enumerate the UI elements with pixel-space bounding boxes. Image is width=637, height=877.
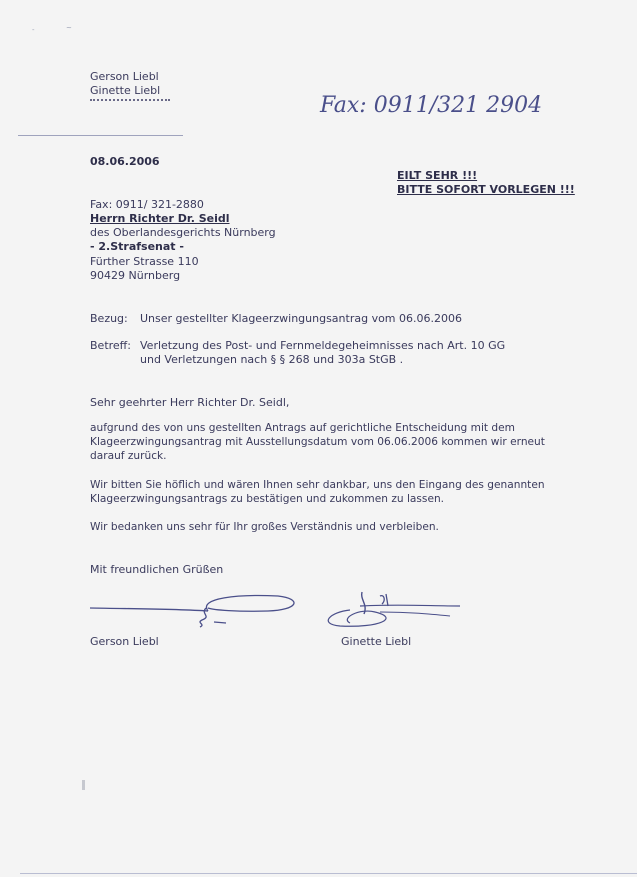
subject-line-1: Verletzung des Post- und Fernmeldegeheimnisses nach Art. 10 GG	[140, 339, 506, 352]
body-p2-line-2: Klageerzwingungsantrags zu bestätigen und zukommen zu lassen.	[90, 493, 445, 505]
recipient-street: Fürther Strasse 110	[90, 255, 199, 268]
signature-gerson	[88, 590, 298, 630]
body-p1-line-1: aufgrund des von uns gestellten Antrags auf gerichtliche Entscheidung mit dem	[90, 422, 515, 434]
salutation: Sehr geehrter Herr Richter Dr. Seidl,	[90, 396, 290, 409]
urgent-line-1: EILT SEHR !!!	[397, 169, 478, 182]
scan-speck: -	[32, 26, 35, 34]
body-p3: Wir bedanken uns sehr für Ihr großes Verständnis und verbleiben.	[90, 521, 439, 533]
scan-speck: ~	[66, 24, 72, 32]
signature-name-left: Gerson Liebl	[90, 635, 159, 648]
recipient-court: des Oberlandesgerichts Nürnberg	[90, 226, 276, 239]
reference-label: Bezug:	[90, 312, 128, 325]
handwriting-fax	[318, 82, 588, 132]
recipient-division: - 2.Strafsenat -	[90, 240, 184, 253]
sender-divider	[18, 135, 183, 136]
urgent-line-2: BITTE SOFORT VORLEGEN !!!	[397, 183, 575, 196]
reference-text: Unser gestellter Klageerzwingungsantrag vom 06.06.2006	[140, 312, 463, 325]
body-p1-line-2: Klageerzwingungsantrag mit Ausstellungsdatum vom 06.06.2006 kommen wir erneut	[90, 436, 545, 448]
sender-name-1: Gerson Liebl	[90, 70, 159, 83]
scan-speck	[82, 780, 85, 790]
handwritten-fax-number	[318, 82, 588, 135]
letter-date: 08.06.2006	[90, 155, 160, 168]
signature-ginette	[320, 588, 465, 633]
subject-label: Betreff:	[90, 339, 131, 352]
body-p2-line-1: Wir bitten Sie höflich und wären Ihnen sehr dankbar, uns den Eingang des genannten	[90, 479, 545, 491]
body-p1-line-3: darauf zurück.	[90, 450, 167, 462]
svg-text:Fax: 0911/321 2904: Fax: 0911/321 2904	[320, 93, 543, 118]
recipient-fax: Fax: 0911/ 321-2880	[90, 198, 204, 211]
closing: Mit freundlichen Grüßen	[90, 563, 224, 576]
sender-clipped-line	[90, 99, 170, 102]
sender-name-2: Ginette Liebl	[90, 84, 161, 97]
signature-name-right: Ginette Liebl	[341, 635, 412, 648]
subject-line-2: und Verletzungen nach § § 268 und 303a StGB .	[140, 353, 404, 366]
recipient-city: 90429 Nürnberg	[90, 269, 181, 282]
page-bottom-edge	[20, 873, 637, 874]
recipient-name: Herrn Richter Dr. Seidl	[90, 212, 230, 225]
